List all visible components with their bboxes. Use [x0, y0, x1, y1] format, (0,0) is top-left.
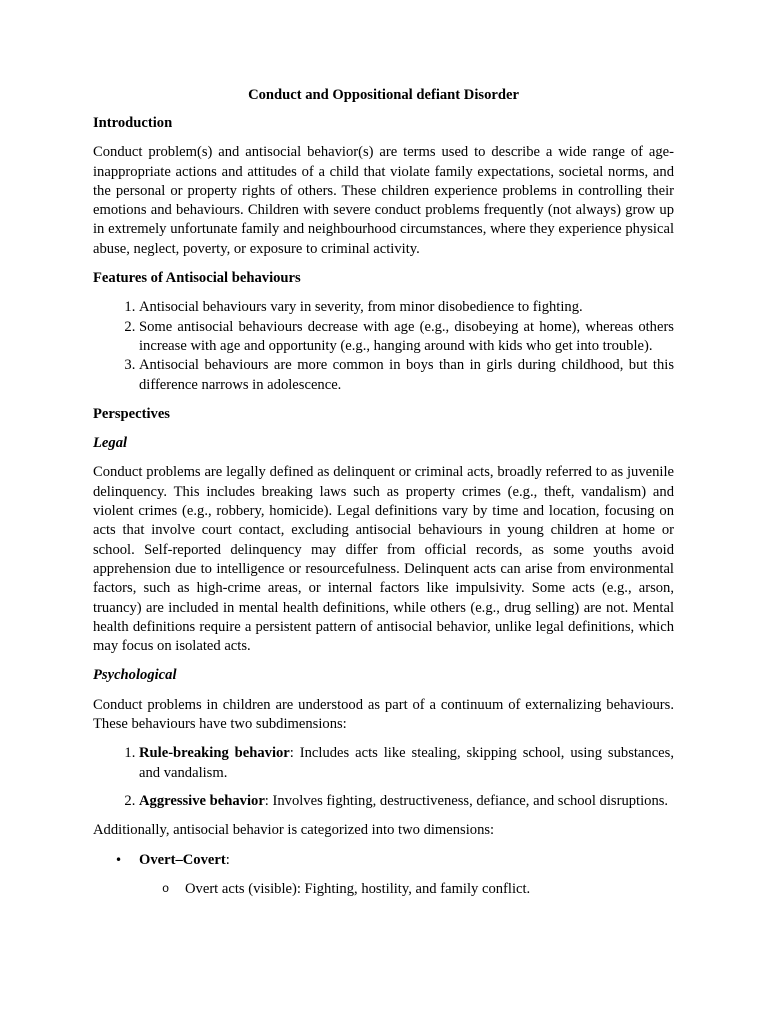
list-item: o Overt acts (visible): Fighting, hostility, and family conflict.	[185, 880, 674, 899]
list-item	[139, 851, 674, 900]
dimension-term: Overt–Covert	[139, 851, 226, 868]
list-item	[139, 744, 674, 783]
perspectives-heading: Perspectives	[93, 405, 170, 422]
subdimension-term: Aggressive behavior	[139, 792, 265, 809]
document-page	[93, 86, 674, 908]
list-item: 2. Some antisocial behaviours decrease with age (e.g., disobeying at home), whereas others increase with age and opportunity (e.g., hanging around with kids who get into trouble).	[139, 318, 674, 357]
dimensions-intro: Additionally, antisocial behavior is categorized into two dimensions:	[93, 822, 495, 839]
subdimension-term: Rule-breaking behavior	[139, 745, 290, 762]
legal-paragraph: Conduct problems are legally defined as delinquent or criminal acts, broadly referred to as juvenile delinquency. This includes breaking laws such as property crimes (e.g., theft, vandalism) and violent crimes (e.g., robbery, homicide). Legal definitions vary by time and location, focusing on acts that involve court contact, excluding antisocial behaviours in young children at home or school. Self-reported delinquency may differ from official records, as some youths avoid apprehension due to intelligence or resourcefulness. Delinquent acts can arise from environmental factors, such as high-crime areas, or internal factors like impulsivity. Some acts (e.g., arson, truancy) are included in mental health definitions, while others (e.g., drug selling) are not. Mental health definitions require a persistent pattern of antisocial behavior, unlike legal definitions, which may focus on isolated acts.	[93, 464, 674, 655]
list-item: 1. Antisocial behaviours vary in severity, from minor disobedience to fighting.	[139, 298, 674, 317]
features-heading: Features of Antisocial behaviours	[93, 270, 301, 287]
subdimension-description: : Includes acts like stealing, skipping school, using substances, and vandalism.	[139, 745, 674, 781]
dimensions-list	[93, 851, 674, 900]
list-item	[139, 792, 674, 811]
subdimension-description: : Involves fighting, destructiveness, defiance, and school disruptions.	[264, 792, 669, 809]
overt-covert-sublist	[139, 880, 674, 899]
features-list	[93, 298, 674, 394]
subdimensions-list	[93, 744, 674, 811]
psychological-paragraph: Conduct problems in children are understood as part of a continuum of externalizing behaviours. These behaviours have two subdimensions:	[93, 696, 674, 733]
introduction-paragraph: Conduct problem(s) and antisocial behavior(s) are terms used to describe a wide range of age-inappropriate actions and attitudes of a child that violate family expectations, societal norms, and the personal or property rights of others. These children experience problems in controlling their emotions and behaviours. Children with severe conduct problems frequently (not always) grow up in extremely unfortunate family and neighbourhood circumstances, where they experience physical abuse, neglect, poverty, or exposure to criminal activity.	[93, 144, 674, 257]
list-item: 3. Antisocial behaviours are more common in boys than in girls during childhood, but this difference narrows in adolescence.	[139, 356, 674, 395]
introduction-heading: Introduction	[93, 115, 173, 131]
dimension-suffix: :	[225, 851, 230, 868]
legal-heading: Legal	[93, 435, 128, 452]
psychological-heading: Psychological	[93, 667, 177, 684]
document-title: Conduct and Oppositional defiant Disorder	[248, 87, 519, 103]
